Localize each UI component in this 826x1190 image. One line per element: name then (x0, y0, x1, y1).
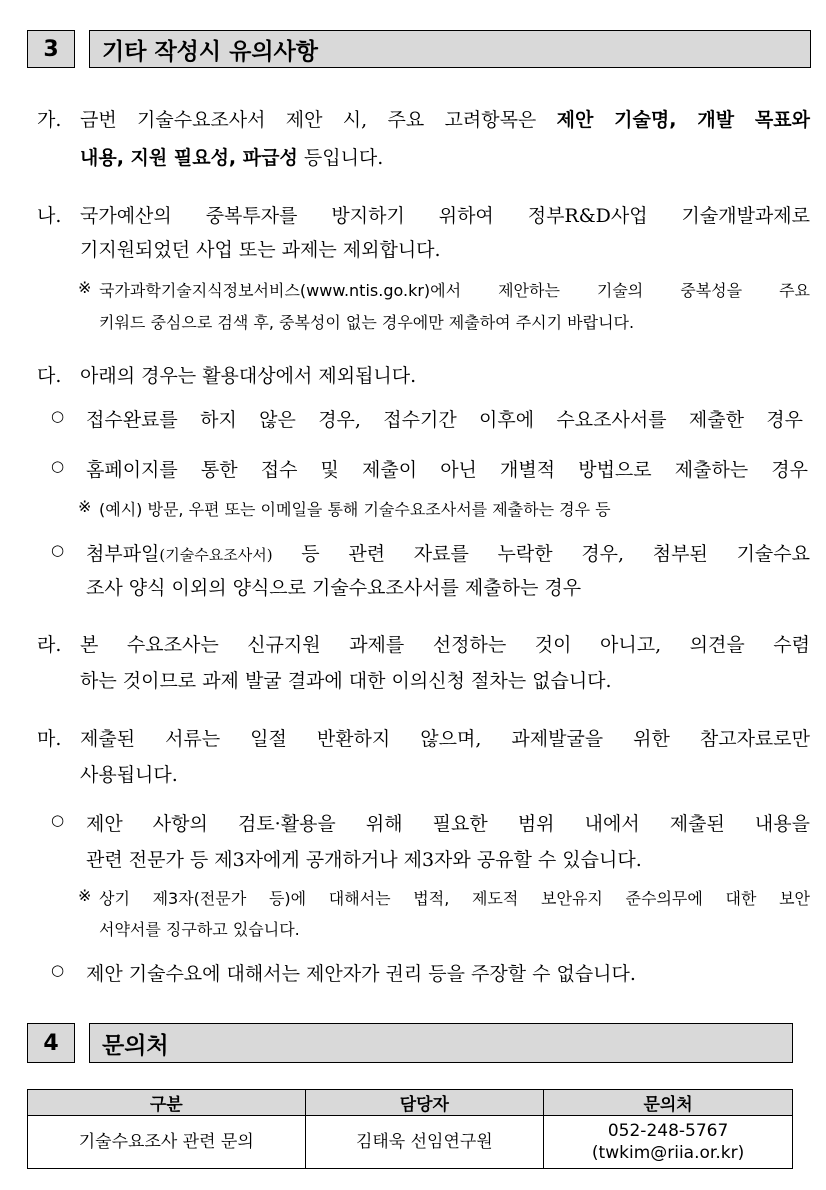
contact-info (544, 1116, 793, 1169)
section-number-3: 3 (27, 30, 75, 68)
bullet-circle: ○ (51, 457, 65, 475)
contact-phone: 052-248-5767 (607, 1121, 729, 1141)
bullet-circle: ○ (51, 811, 65, 829)
item-ra-line2: 하는 것이므로 과제 발굴 결과에 대한 이의신청 절차는 없습니다. (80, 670, 612, 692)
item-marker-ra: 라. (37, 634, 62, 656)
section-title-3: 기타 작성시 유의사항 (89, 30, 811, 68)
item-ga-line1: 금번 기술수요조사서 제안 시, 주요 고려항목은 제안 기술명, 개발 목표와 (80, 109, 810, 131)
item-marker-na: 나. (37, 205, 62, 227)
note-mark: ※ (78, 497, 92, 516)
note-third-party-line2: 서약서를 징구하고 있습니다. (99, 920, 300, 939)
item-ma-line2: 사용됩니다. (80, 764, 178, 786)
contact-person: 김태욱 선임연구원 (305, 1116, 544, 1169)
bullet-circle: ○ (51, 407, 65, 425)
item-ga-line2: 내용, 지원 필요성, 파급성 등입니다. (80, 147, 384, 169)
table-header-row (28, 1090, 793, 1116)
section-number-4: 4 (27, 1023, 75, 1063)
note-example: (예시) 방문, 우편 또는 이메일을 통해 기술수요조사서를 제출하는 경우 등 (99, 500, 611, 519)
table-header: 구분 (28, 1090, 306, 1116)
note-ntis-line1: 국가과학기술지식정보서비스(www.ntis.go.kr)에서 제안하는 기술의 중복성을 주요 (99, 281, 810, 300)
item-na-line1: 국가예산의 중복투자를 방지하기 위하여 정부R&D사업 기술개발과제로 (80, 205, 810, 227)
note-third-party-line1: 상기 제3자(전문가 등)에 대해서는 법적, 제도적 보안유지 준수의무에 대한 보안 (99, 889, 810, 908)
table-header: 담당자 (305, 1090, 544, 1116)
bullet-da-2: 홈페이지를 통한 접수 및 제출이 아닌 개별적 방법으로 제출하는 경우 (86, 459, 808, 481)
contact-category: 기술수요조사 관련 문의 (28, 1116, 306, 1169)
contact-table (27, 1089, 793, 1169)
item-ra-line1: 본 수요조사는 신규지원 과제를 선정하는 것이 아니고, 의견을 수렴 (80, 634, 810, 656)
section-title-4: 문의처 (89, 1023, 793, 1063)
bullet-ma-1-line1: 제안 사항의 검토·활용을 위해 필요한 범위 내에서 제출된 내용을 (86, 813, 810, 835)
item-na-line2: 기지원되었던 사업 또는 과제는 제외합니다. (80, 239, 441, 261)
item-marker-ga: 가. (37, 109, 62, 131)
item-da-text: 아래의 경우는 활용대상에서 제외됩니다. (80, 365, 417, 387)
bullet-circle: ○ (51, 541, 65, 559)
table-header: 문의처 (544, 1090, 793, 1116)
table-row (28, 1116, 793, 1169)
item-ma-line1: 제출된 서류는 일절 반환하지 않으며, 과제발굴을 위한 참고자료로만 (80, 728, 810, 750)
bullet-da-1: 접수완료를 하지 않은 경우, 접수기간 이후에 수요조사서를 제출한 경우 (86, 409, 803, 431)
bullet-ma-1-line2: 관련 전문가 등 제3자에게 공개하거나 제3자와 공유할 수 있습니다. (86, 849, 642, 871)
note-mark: ※ (78, 886, 92, 905)
note-mark: ※ (78, 278, 92, 297)
bullet-ma-2: 제안 기술수요에 대해서는 제안자가 권리 등을 주장할 수 없습니다. (86, 963, 636, 985)
contact-email[interactable]: (twkim@riia.or.kr) (591, 1143, 745, 1163)
note-ntis-line2: 키워드 중심으로 검색 후, 중복성이 없는 경우에만 제출하여 주시기 바랍니다. (99, 313, 635, 332)
item-marker-ma: 마. (37, 728, 62, 750)
bullet-da-3-line1: 첨부파일(기술수요조사서) 등 관련 자료를 누락한 경우, 첨부된 기술수요 (86, 543, 810, 565)
bullet-circle: ○ (51, 961, 65, 979)
bullet-da-3-line2: 조사 양식 이외의 양식으로 기술수요조사서를 제출하는 경우 (86, 577, 582, 599)
item-marker-da: 다. (37, 365, 62, 387)
